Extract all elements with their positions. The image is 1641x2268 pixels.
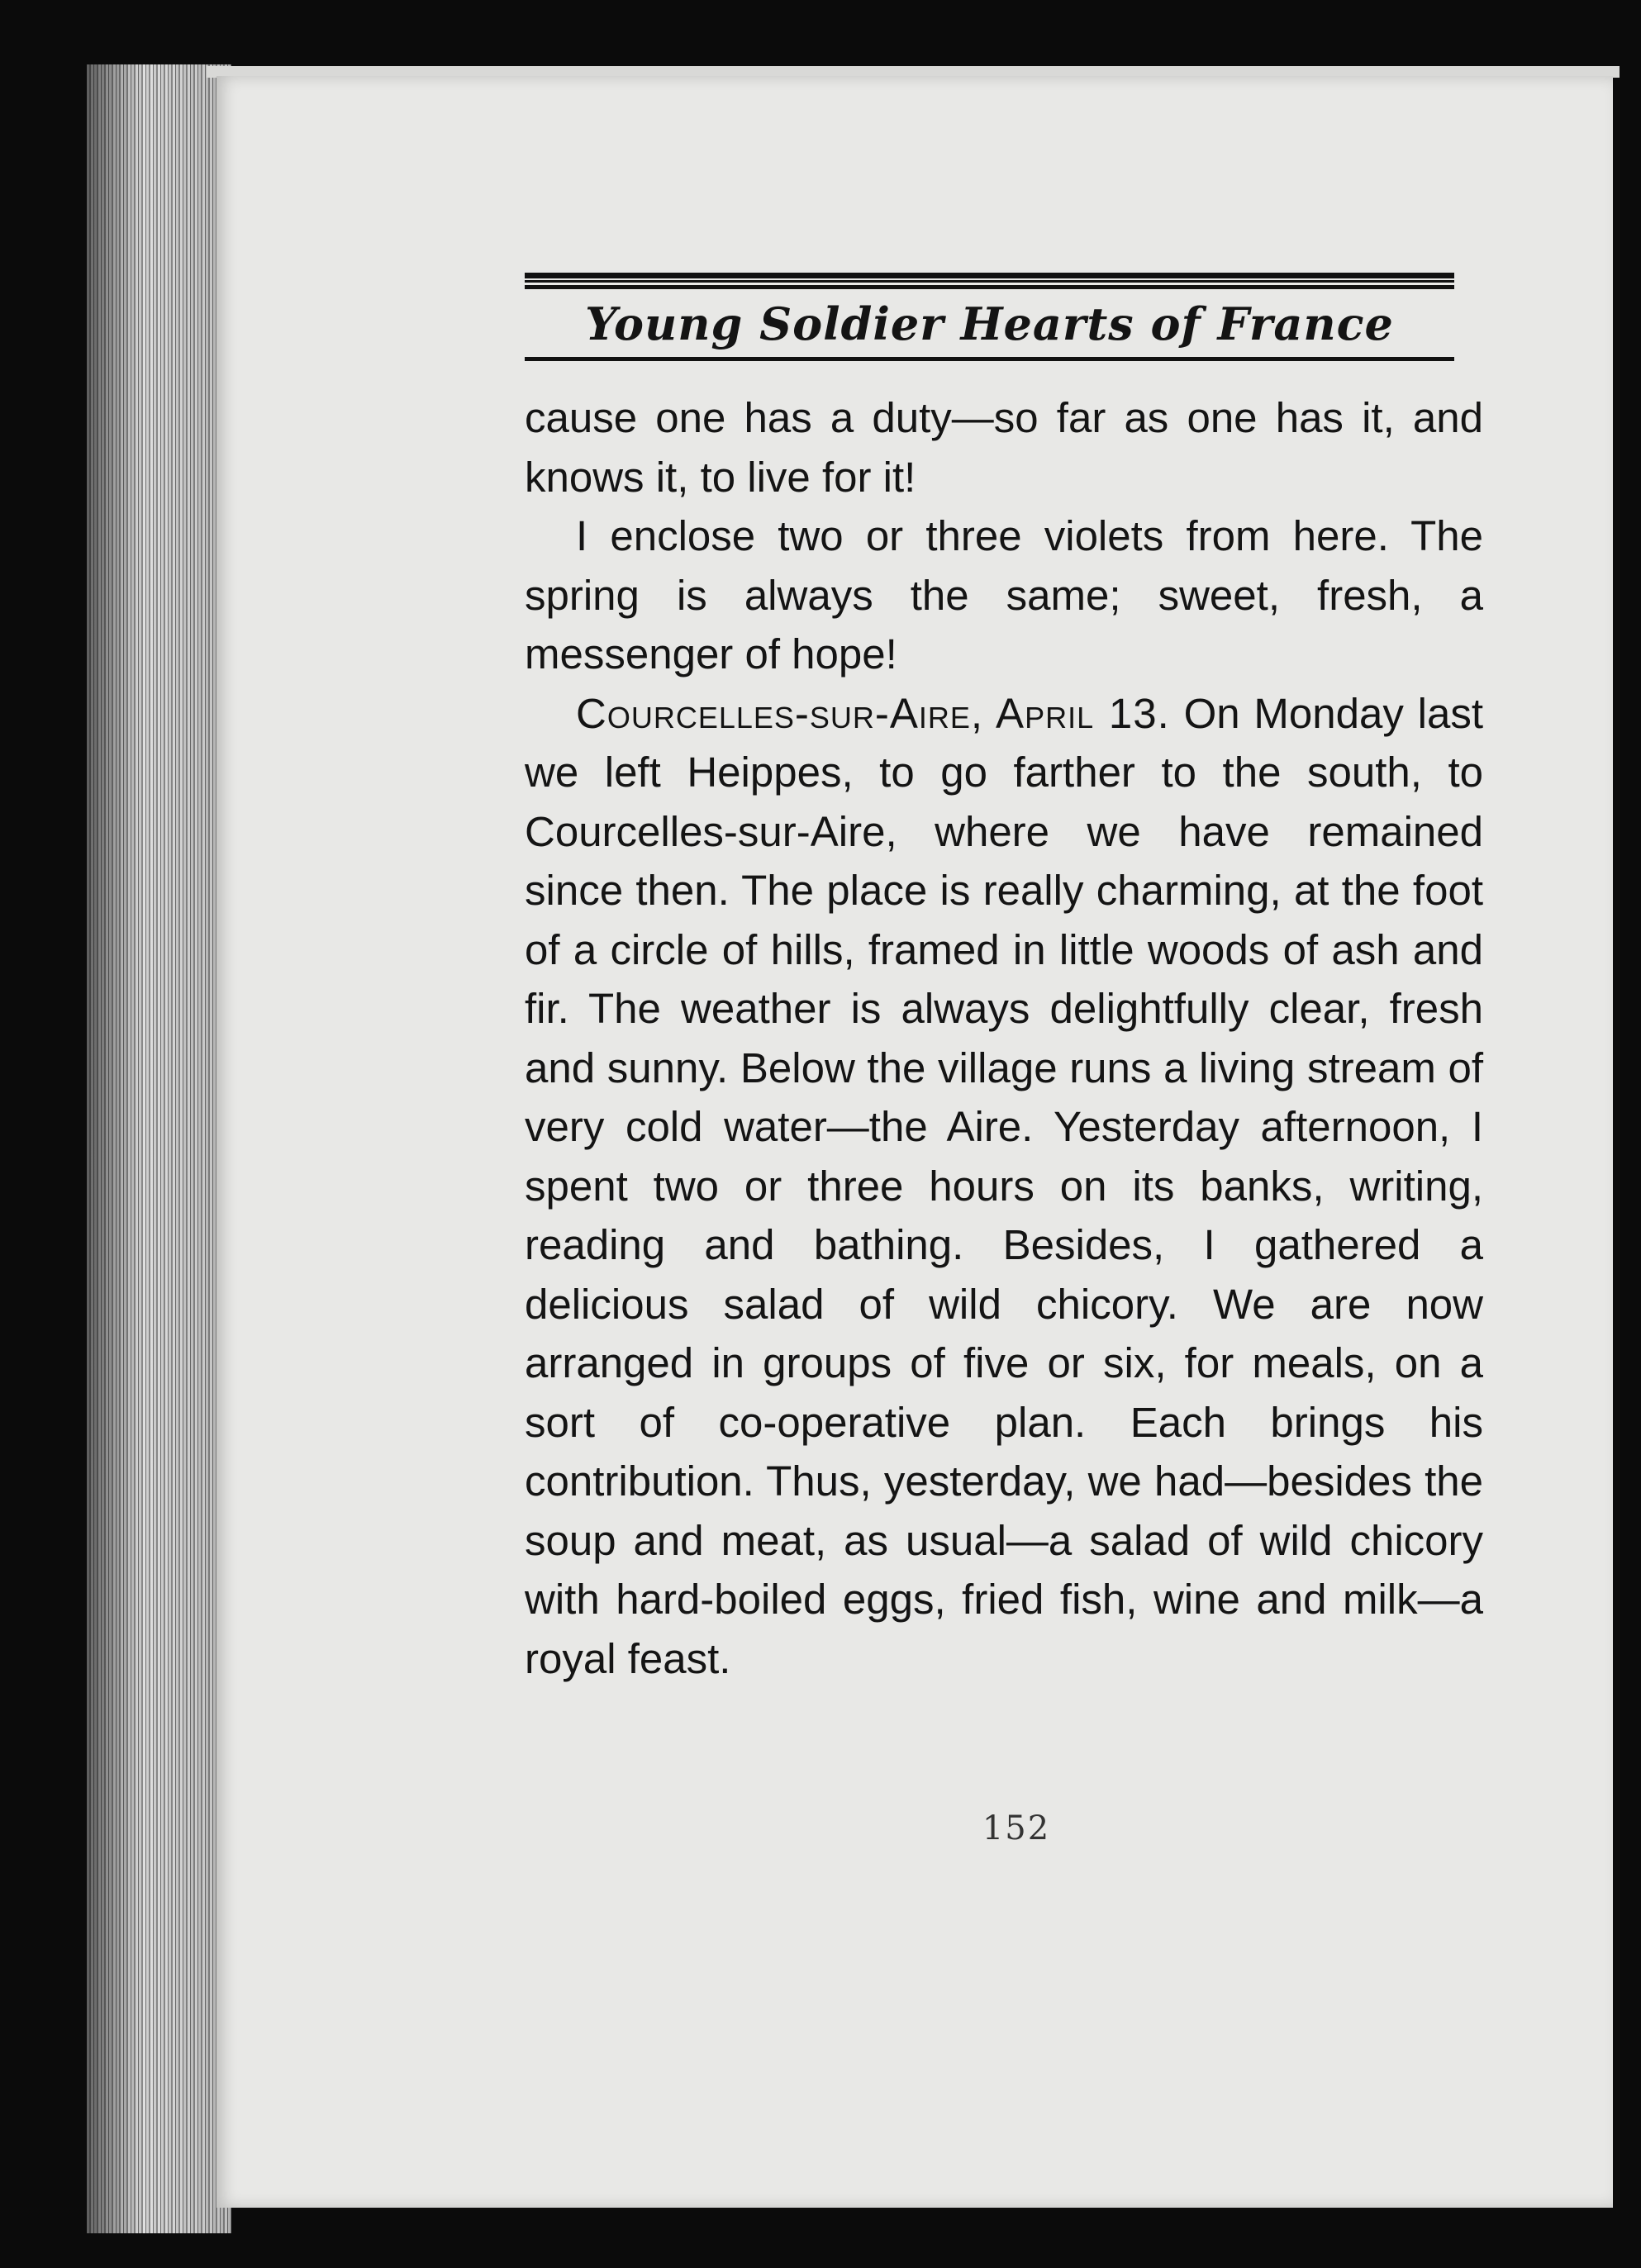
paragraph-3-text: On Monday last we left Heippes, to go farther to the south, to Courcelles-sur-Aire, where we have remained since then. The place is really charming, at the foot of a circle of hills, framed in little woods of ash and fir. The weather is always delightfully clear, fresh and sunny. Below the village runs a living stream of very cold water—the Aire. Yesterday afternoon, I spent two or three hours on its banks, writing, reading and bathing. Besides, I gathered a delicious salad of wild chicory. We are now arranged in groups of five or six, for meals, on a sort of co-operative plan. Each brings his contribution. Thus, yesterday, we had—besides the soup and meat, as usual—a salad of wild chicory with hard-boiled eggs, fried fish, wine and milk—a royal feast.: [525, 689, 1483, 1682]
place-date-heading: Courcelles-sur-Aire, April 13.: [576, 689, 1170, 737]
running-head: [525, 273, 1454, 361]
book-page-edges: [87, 64, 231, 2233]
head-single-rule: [525, 357, 1454, 361]
paragraph-3: [525, 684, 1483, 1689]
paragraph-1: cause one has a duty—so far as one has it, and knows it, to live for it!: [525, 394, 1483, 501]
paragraph-2: I enclose two or three violets from here. The spring is always the same; sweet, fresh, a messenger of hope!: [525, 512, 1483, 678]
head-double-rule: [525, 273, 1454, 289]
page-number: 152: [982, 1809, 1051, 1847]
body-text: [525, 388, 1483, 1688]
running-head-title: Young Soldier Hearts of France: [585, 297, 1394, 350]
